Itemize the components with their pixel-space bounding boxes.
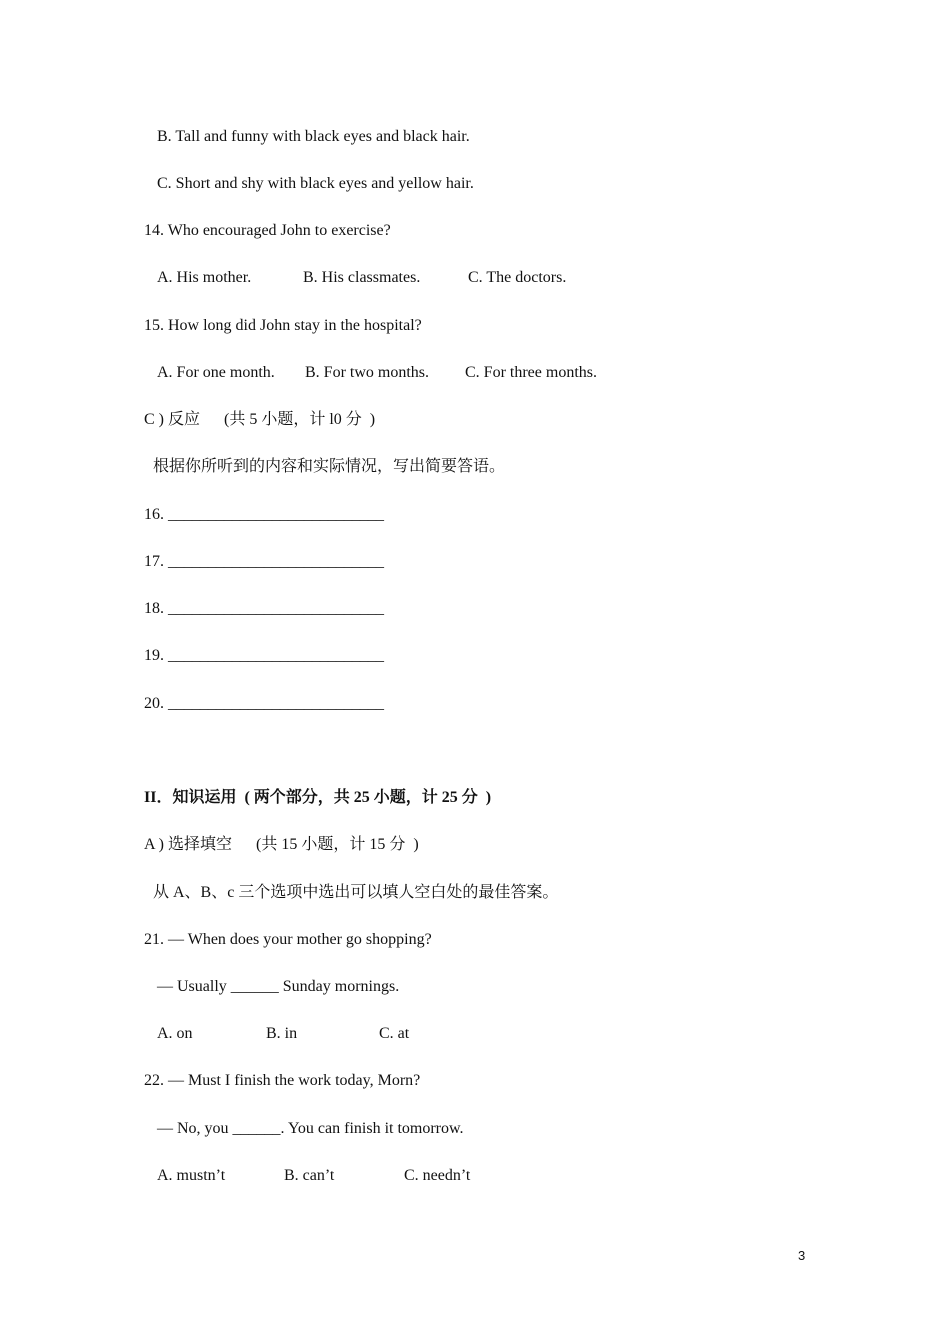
- q22-question: 22. — Must I finish the work today, Morn?: [144, 1072, 421, 1089]
- q15-question: 15. How long did John stay in the hospital?: [144, 317, 422, 334]
- section-c-heading: C ) 反应 (共 5 小题，计 l0 分 ): [144, 411, 376, 428]
- answer-line-18: 18. ___________________________: [144, 600, 384, 617]
- q21-option-c: C. at: [379, 1025, 410, 1042]
- q22-response: — No, you ______. You can finish it tomorrow.: [157, 1120, 464, 1137]
- answer-line-17: 17. ___________________________: [144, 553, 384, 570]
- q15-option-b: B. For two months.: [305, 364, 430, 381]
- q14-option-b: B. His classmates.: [303, 269, 421, 286]
- q21-response: — Usually ______ Sunday mornings.: [157, 978, 400, 995]
- q22-option-b: B. can’t: [284, 1167, 335, 1184]
- section-a-instruction: 从 A、B、c 三个选项中选出可以填人空白处的最佳答案。: [153, 884, 559, 901]
- part2-heading: II．知识运用 ( 两个部分，共 25 小题，计 25 分 ): [144, 789, 492, 806]
- section-c-instruction: 根据你所听到的内容和实际情况，写出简要答语。: [153, 458, 506, 475]
- q22-option-a: A. mustn’t: [157, 1167, 226, 1184]
- page-number: 3: [798, 1248, 806, 1263]
- q21-question: 21. — When does your mother go shopping?: [144, 931, 432, 948]
- answer-line-20: 20. ___________________________: [144, 695, 384, 712]
- q14-question: 14. Who encouraged John to exercise?: [144, 222, 391, 239]
- q21-option-b: B. in: [266, 1025, 298, 1042]
- q21-option-a: A. on: [157, 1025, 193, 1042]
- q15-option-a: A. For one month.: [157, 364, 275, 381]
- q15-option-c: C. For three months.: [465, 364, 597, 381]
- section-a-heading: A ) 选择填空 (共 15 小题，计 15 分 ): [144, 836, 419, 853]
- q13-option-c: C. Short and shy with black eyes and yellow hair.: [157, 175, 474, 192]
- answer-line-19: 19. ___________________________: [144, 647, 384, 664]
- q14-option-a: A. His mother.: [157, 269, 252, 286]
- q22-option-c: C. needn’t: [404, 1167, 471, 1184]
- q14-option-c: C. The doctors.: [468, 269, 567, 286]
- q13-option-b: B. Tall and funny with black eyes and black hair.: [157, 128, 470, 145]
- answer-line-16: 16. ___________________________: [144, 506, 384, 523]
